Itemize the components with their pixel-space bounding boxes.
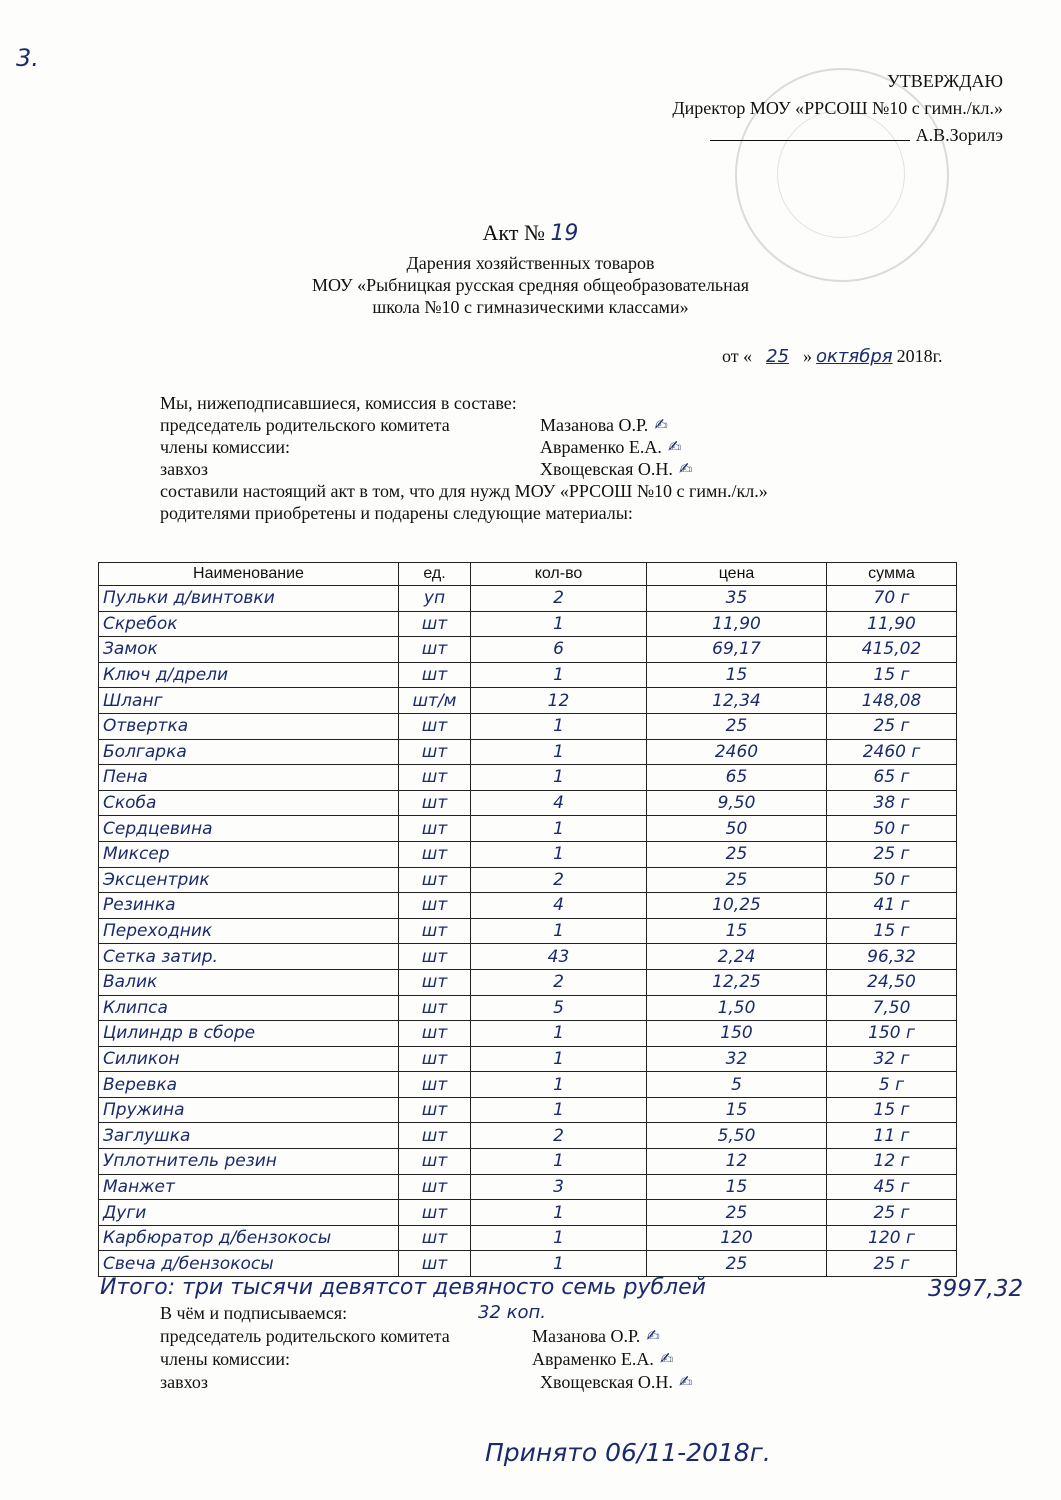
item-qty: 2 xyxy=(471,586,647,612)
item-price: 15 xyxy=(647,1174,827,1200)
item-qty: 1 xyxy=(471,1149,647,1175)
item-sum: 25 г xyxy=(827,1200,957,1226)
table-header-row xyxy=(99,563,957,586)
date-day: 25 xyxy=(766,346,790,367)
item-sum: 32 г xyxy=(827,1046,957,1072)
closing-block xyxy=(160,1302,692,1394)
table-row xyxy=(99,1149,957,1175)
item-price: 12,34 xyxy=(647,688,827,714)
item-qty: 4 xyxy=(471,893,647,919)
table-row xyxy=(99,713,957,739)
item-qty: 1 xyxy=(471,841,647,867)
item-qty: 5 xyxy=(471,995,647,1021)
item-price: 25 xyxy=(647,713,827,739)
commission-statement-2: родителями приобретены и подарены следующие материалы: xyxy=(160,503,633,523)
item-sum: 25 г xyxy=(827,713,957,739)
item-unit: шт xyxy=(399,790,471,816)
director-name: А.В.Зорилэ xyxy=(915,125,1003,145)
item-qty: 1 xyxy=(471,1200,647,1226)
table-row xyxy=(99,1097,957,1123)
item-qty: 2 xyxy=(471,1123,647,1149)
item-unit: шт xyxy=(399,944,471,970)
item-sum: 50 г xyxy=(827,867,957,893)
item-qty: 2 xyxy=(471,969,647,995)
table-row xyxy=(99,1174,957,1200)
item-qty: 4 xyxy=(471,790,647,816)
table-row xyxy=(99,1123,957,1149)
item-qty: 1 xyxy=(471,1021,647,1047)
item-name: Миксер xyxy=(99,841,399,867)
item-name: Эксцентрик xyxy=(99,867,399,893)
item-sum: 148,08 xyxy=(827,688,957,714)
table-row xyxy=(99,688,957,714)
item-price: 25 xyxy=(647,1251,827,1277)
item-unit: шт xyxy=(399,841,471,867)
signature: ✍ xyxy=(667,437,682,456)
item-name: Пена xyxy=(99,765,399,791)
item-unit: шт xyxy=(399,1123,471,1149)
item-unit: шт xyxy=(399,1200,471,1226)
item-price: 12 xyxy=(647,1149,827,1175)
item-name: Уплотнитель резин xyxy=(99,1149,399,1175)
item-qty: 1 xyxy=(471,1251,647,1277)
item-price: 2460 xyxy=(647,739,827,765)
approval-heading: УТВЕРЖДАЮ xyxy=(886,71,1003,91)
table-row xyxy=(99,611,957,637)
item-unit: шт xyxy=(399,765,471,791)
act-subtitle-2: МОУ «Рыбницкая русская средняя общеобразовательная xyxy=(311,275,750,295)
item-sum: 65 г xyxy=(827,765,957,791)
item-name: Карбюратор д/бензокосы xyxy=(99,1225,399,1251)
item-name: Клипса xyxy=(99,995,399,1021)
item-sum: 15 г xyxy=(827,662,957,688)
item-qty: 2 xyxy=(471,867,647,893)
item-qty: 43 xyxy=(471,944,647,970)
item-name: Отвертка xyxy=(99,713,399,739)
item-qty: 1 xyxy=(471,611,647,637)
item-sum: 11,90 xyxy=(827,611,957,637)
item-unit: шт xyxy=(399,1174,471,1200)
item-unit: шт xyxy=(399,1251,471,1277)
item-unit: шт xyxy=(399,662,471,688)
table-row xyxy=(99,1046,957,1072)
item-unit: шт xyxy=(399,1046,471,1072)
item-sum: 11 г xyxy=(827,1123,957,1149)
item-unit: шт xyxy=(399,1021,471,1047)
item-name: Пульки д/винтовки xyxy=(99,586,399,612)
item-name: Свеча д/бензокосы xyxy=(99,1251,399,1277)
item-sum: 5 г xyxy=(827,1072,957,1098)
item-qty: 1 xyxy=(471,765,647,791)
item-sum: 415,02 xyxy=(827,637,957,663)
closing-intro: В чём и подписываемся: xyxy=(160,1303,348,1323)
act-subtitle-1: Дарения хозяйственных товаров xyxy=(406,253,655,273)
item-price: 10,25 xyxy=(647,893,827,919)
item-sum: 25 г xyxy=(827,1251,957,1277)
header-qty: кол-во xyxy=(471,563,647,586)
header-name: Наименование xyxy=(99,563,399,586)
item-price: 50 xyxy=(647,816,827,842)
item-unit: шт xyxy=(399,1225,471,1251)
item-sum: 38 г xyxy=(827,790,957,816)
item-sum: 96,32 xyxy=(827,944,957,970)
act-title-prefix: Акт № xyxy=(482,220,545,245)
item-unit: шт xyxy=(399,713,471,739)
approval-director-line: Директор МОУ «РРСОШ №10 с гимн./кл.» xyxy=(672,98,1003,118)
item-sum: 45 г xyxy=(827,1174,957,1200)
item-price: 9,50 xyxy=(647,790,827,816)
item-name: Сетка затир. xyxy=(99,944,399,970)
item-unit: шт/м xyxy=(399,688,471,714)
item-unit: шт xyxy=(399,611,471,637)
item-unit: шт xyxy=(399,637,471,663)
total-sum: 3997,32 xyxy=(928,1276,1024,1302)
signature: ✍ xyxy=(678,1372,693,1391)
item-unit: уп xyxy=(399,586,471,612)
item-name: Дуги xyxy=(99,1200,399,1226)
table-row xyxy=(99,867,957,893)
closing-member: председатель родительского комитета Мазанова О.Р. ✍ xyxy=(160,1326,660,1346)
item-unit: шт xyxy=(399,1072,471,1098)
item-price: 65 xyxy=(647,765,827,791)
commission-statement-1: составили настоящий акт в том, что для нужд МОУ «РРСОШ №10 с гимн./кл.» xyxy=(160,481,768,501)
header-price: цена xyxy=(647,563,827,586)
item-unit: шт xyxy=(399,739,471,765)
received-note: Принято 06/11-2018г. xyxy=(485,1438,771,1467)
item-sum: 120 г xyxy=(827,1225,957,1251)
item-sum: 15 г xyxy=(827,1097,957,1123)
commission-intro: Мы, нижеподписавшиеся, комиссия в составе: xyxy=(160,393,517,413)
table-row xyxy=(99,841,957,867)
table-row xyxy=(99,765,957,791)
commission-member: председатель родительского комитета Мазанова О.Р. ✍ xyxy=(160,415,668,435)
act-number: 19 xyxy=(550,221,579,246)
item-price: 15 xyxy=(647,662,827,688)
total-line: Итого: три тысячи девятсот девяносто семь рублей xyxy=(100,1275,706,1300)
item-price: 150 xyxy=(647,1021,827,1047)
item-qty: 1 xyxy=(471,918,647,944)
item-name: Пружина xyxy=(99,1097,399,1123)
item-qty: 1 xyxy=(471,662,647,688)
item-qty: 1 xyxy=(471,1072,647,1098)
item-name: Болгарка xyxy=(99,739,399,765)
item-sum: 25 г xyxy=(827,841,957,867)
item-price: 120 xyxy=(647,1225,827,1251)
table-row xyxy=(99,637,957,663)
items-table xyxy=(98,562,957,1277)
item-sum: 50 г xyxy=(827,816,957,842)
item-qty: 6 xyxy=(471,637,647,663)
act-subtitle-3: школа №10 с гимназическими классами» xyxy=(372,297,689,317)
item-unit: шт xyxy=(399,969,471,995)
closing-member: завхоз Хвощевская О.Н. ✍ xyxy=(160,1372,693,1392)
item-unit: шт xyxy=(399,995,471,1021)
items-table-body xyxy=(99,586,957,1277)
item-name: Скребок xyxy=(99,611,399,637)
item-price: 25 xyxy=(647,1200,827,1226)
item-qty: 1 xyxy=(471,713,647,739)
act-title xyxy=(0,222,1061,245)
item-price: 32 xyxy=(647,1046,827,1072)
item-unit: шт xyxy=(399,816,471,842)
item-qty: 1 xyxy=(471,1097,647,1123)
item-price: 1,50 xyxy=(647,995,827,1021)
item-name: Веревка xyxy=(99,1072,399,1098)
item-price: 15 xyxy=(647,1097,827,1123)
item-qty: 3 xyxy=(471,1174,647,1200)
item-price: 12,25 xyxy=(647,969,827,995)
total-kopecks: 32 коп. xyxy=(478,1302,547,1323)
item-price: 25 xyxy=(647,841,827,867)
signature: ✍ xyxy=(646,1326,660,1345)
item-sum: 150 г xyxy=(827,1021,957,1047)
act-date: от « 25 » октября 2018г. xyxy=(722,346,943,367)
closing-member: члены комиссии: Авраменко Е.А. ✍ xyxy=(160,1349,674,1369)
signature: ✍ xyxy=(654,415,668,434)
table-row xyxy=(99,893,957,919)
item-name: Заглушка xyxy=(99,1123,399,1149)
item-name: Резинка xyxy=(99,893,399,919)
item-price: 11,90 xyxy=(647,611,827,637)
item-sum: 7,50 xyxy=(827,995,957,1021)
item-name: Валик xyxy=(99,969,399,995)
table-row xyxy=(99,1072,957,1098)
item-sum: 24,50 xyxy=(827,969,957,995)
table-row xyxy=(99,944,957,970)
table-row xyxy=(99,969,957,995)
item-name: Силикон xyxy=(99,1046,399,1072)
item-name: Сердцевина xyxy=(99,816,399,842)
item-sum: 41 г xyxy=(827,893,957,919)
item-price: 35 xyxy=(647,586,827,612)
item-name: Шланг xyxy=(99,688,399,714)
item-price: 5,50 xyxy=(647,1123,827,1149)
item-qty: 1 xyxy=(471,1225,647,1251)
table-row xyxy=(99,662,957,688)
signature: ✍ xyxy=(659,1349,674,1368)
item-qty: 1 xyxy=(471,816,647,842)
table-row xyxy=(99,739,957,765)
approval-signature-line xyxy=(672,124,1003,151)
header-unit: ед. xyxy=(399,563,471,586)
item-unit: шт xyxy=(399,918,471,944)
item-price: 15 xyxy=(647,918,827,944)
table-row xyxy=(99,1225,957,1251)
signature: ✍ xyxy=(678,459,693,478)
commission-member: завхоз Хвощевская О.Н. ✍ xyxy=(160,459,693,479)
table-row xyxy=(99,1251,957,1277)
item-price: 5 xyxy=(647,1072,827,1098)
page-number: 3. xyxy=(16,44,39,72)
table-row xyxy=(99,1200,957,1226)
item-sum: 15 г xyxy=(827,918,957,944)
item-name: Скоба xyxy=(99,790,399,816)
item-name: Цилиндр в сборе xyxy=(99,1021,399,1047)
item-qty: 12 xyxy=(471,688,647,714)
item-unit: шт xyxy=(399,1149,471,1175)
item-qty: 1 xyxy=(471,739,647,765)
table-row xyxy=(99,790,957,816)
table-row xyxy=(99,1021,957,1047)
approval-block xyxy=(672,70,1003,151)
item-name: Манжет xyxy=(99,1174,399,1200)
item-name: Переходник xyxy=(99,918,399,944)
commission-block xyxy=(160,392,768,524)
item-sum: 12 г xyxy=(827,1149,957,1175)
table-row xyxy=(99,816,957,842)
item-sum: 70 г xyxy=(827,586,957,612)
header-sum: сумма xyxy=(827,563,957,586)
item-price: 25 xyxy=(647,867,827,893)
item-qty: 1 xyxy=(471,1046,647,1072)
table-row xyxy=(99,995,957,1021)
table-row xyxy=(99,586,957,612)
item-sum: 2460 г xyxy=(827,739,957,765)
commission-member: члены комиссии: Авраменко Е.А. ✍ xyxy=(160,437,682,457)
item-unit: шт xyxy=(399,893,471,919)
item-unit: шт xyxy=(399,1097,471,1123)
item-name: Замок xyxy=(99,637,399,663)
item-price: 2,24 xyxy=(647,944,827,970)
date-year: 2018г. xyxy=(896,346,943,366)
item-price: 69,17 xyxy=(647,637,827,663)
item-name: Ключ д/дрели xyxy=(99,662,399,688)
item-unit: шт xyxy=(399,867,471,893)
table-row xyxy=(99,918,957,944)
date-month: октября xyxy=(816,346,893,367)
